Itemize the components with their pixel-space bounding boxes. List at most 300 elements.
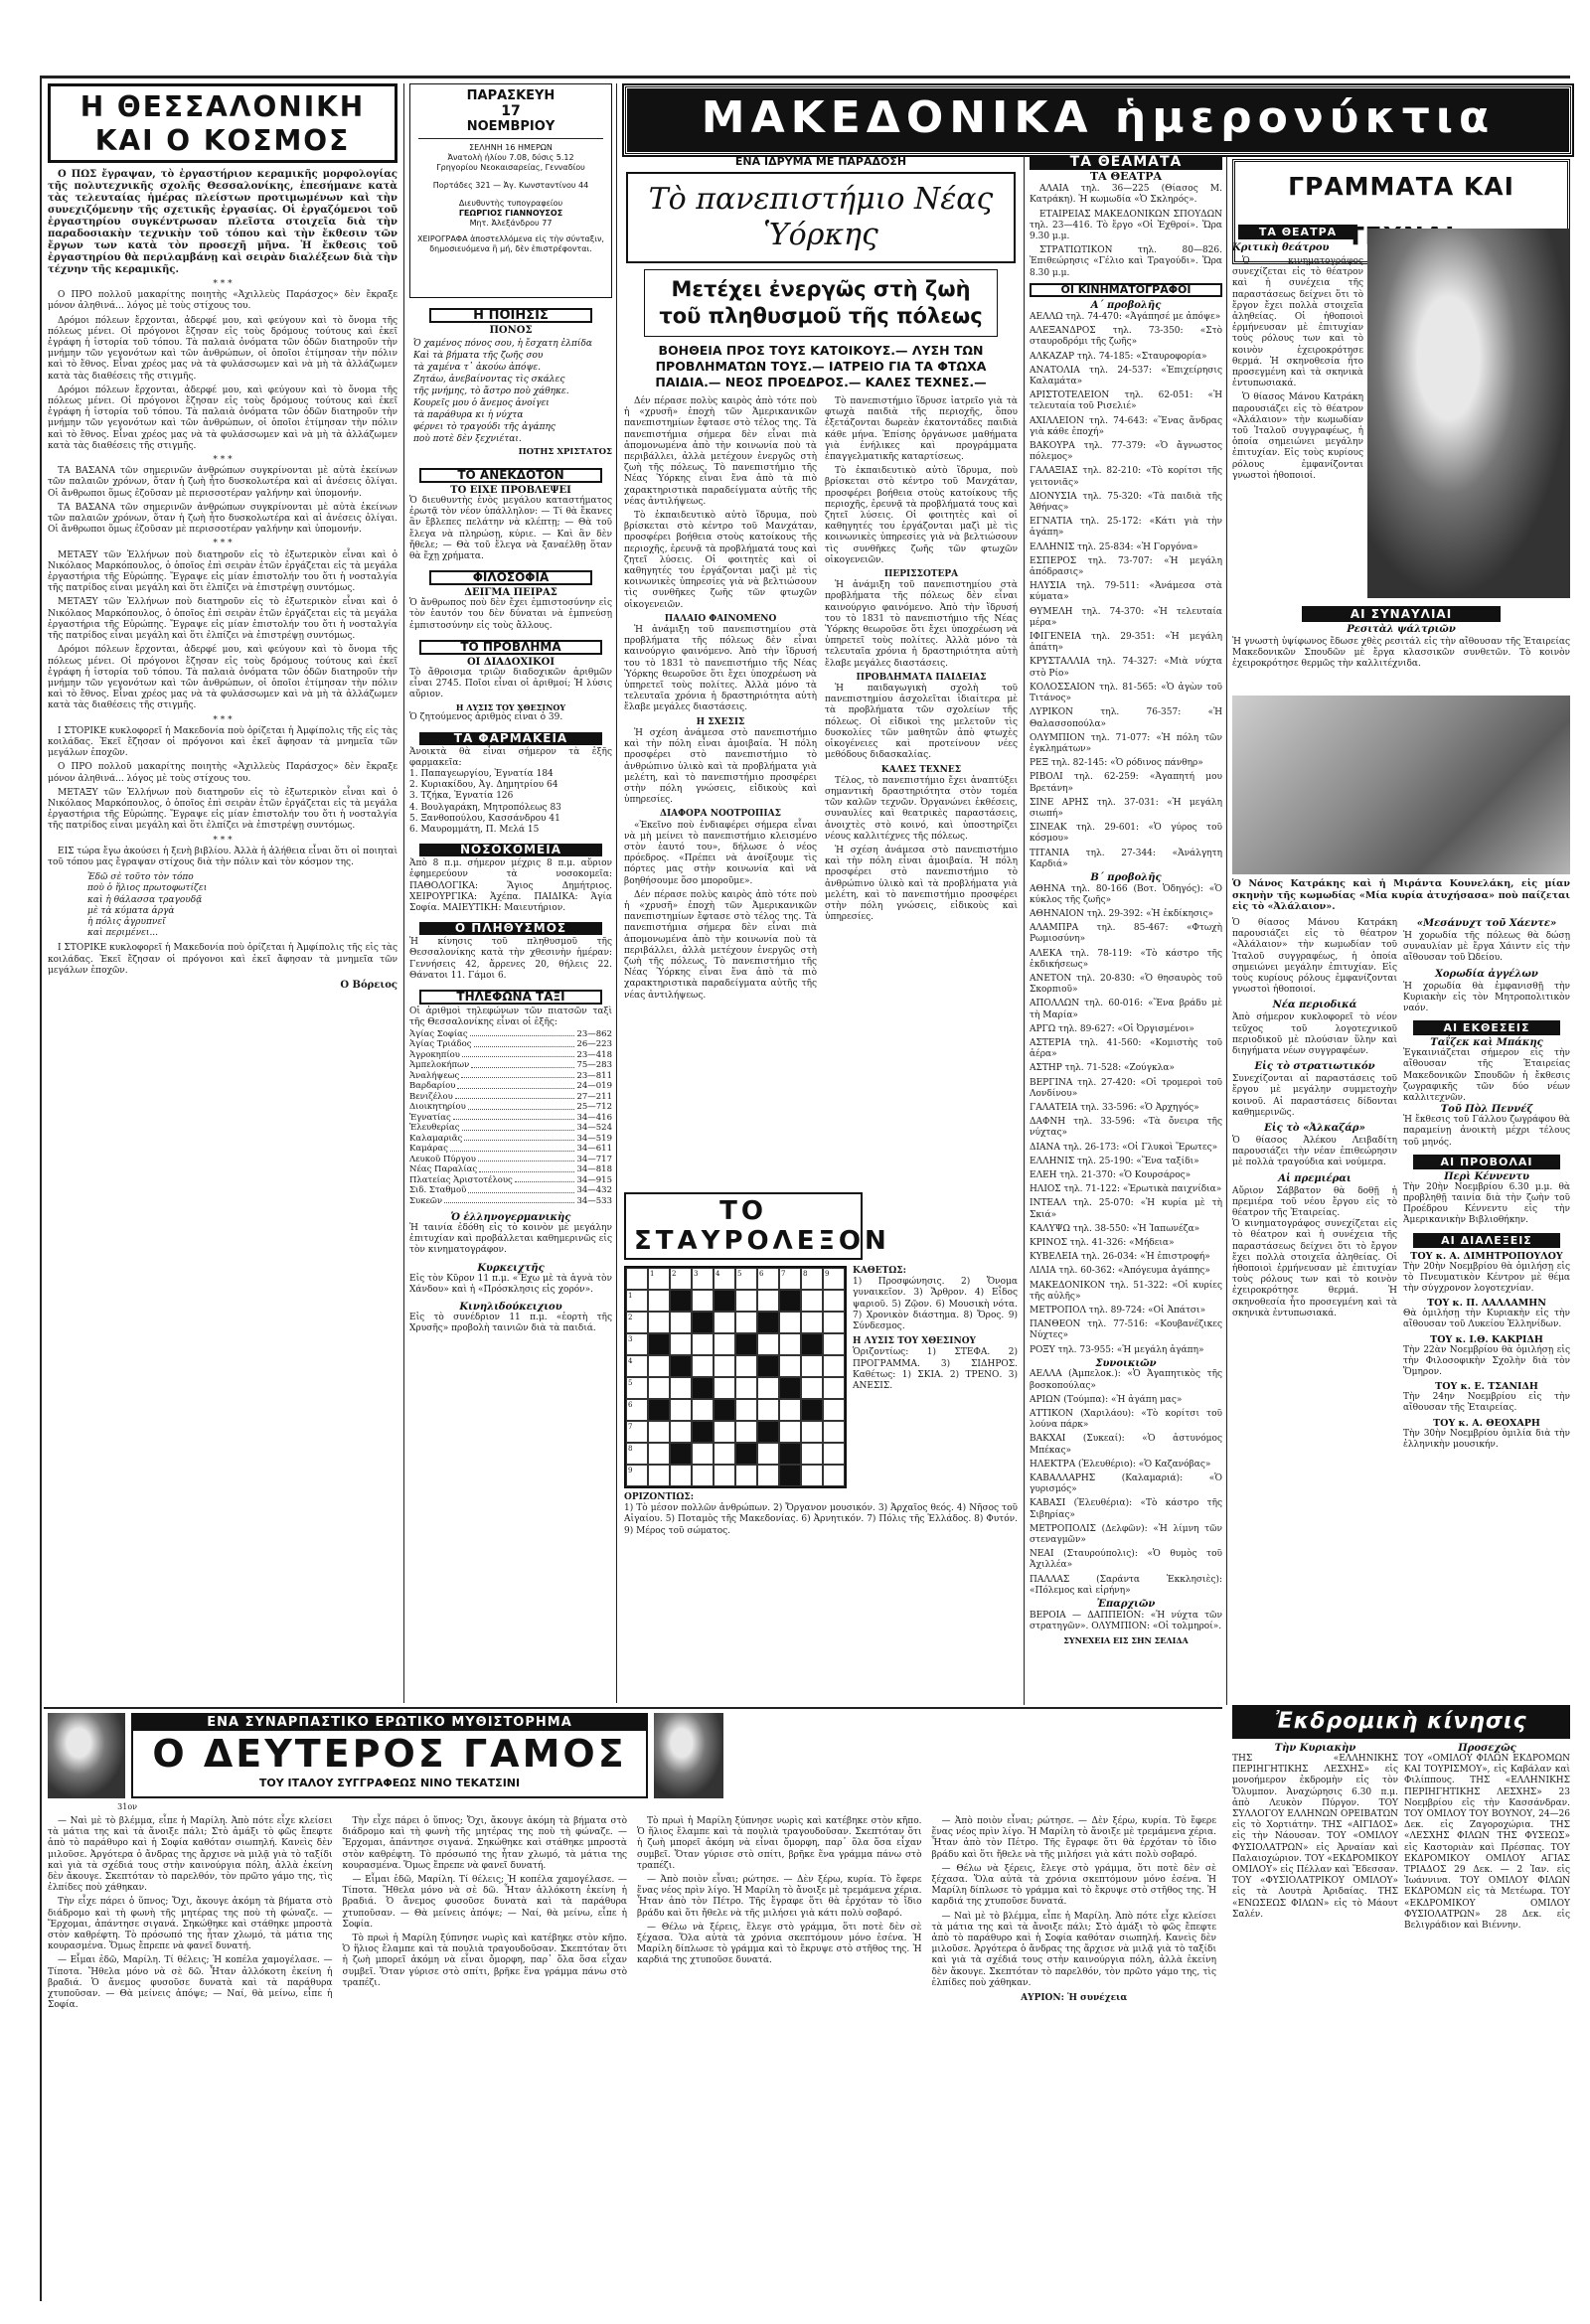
critic-paragraph-2: Ὁ θίασος Μάνου Κατράκη παρουσιάζει εἰς τὸ θέατρον «Ἀλάλαιον» τὴν κωμωδίαν τοῦ Ἰταλοῦ συγγραφέως, ἡ ὁποία σημειώνει μεγάλην ἐπιτυχίαν. Εἰς τοὺς κυρίους ρόλους ἐμφανίζονται γνωστοὶ ἠθοποιοί. — [1232, 392, 1363, 481]
leader-dots — [470, 1029, 575, 1037]
military-text: Συνεχίζονται αἱ παραστάσεις τοῦ ἔργου μὲ μεγάλην συμμετοχὴν κοινοῦ. Αἱ παραστάσεις δίδονται καθημερινῶς. — [1232, 1074, 1397, 1118]
body-2: Τὸ ἐκπαιδευτικὸ αὐτὸ ἵδρυμα, ποὺ βρίσκεται στὸ κέντρο τοῦ Μανχάταν, προσφέρει βοήθεια στοὺς κατοίκους τῆς περιοχῆς, ἐρευνᾷ τὰ προβλήματά τους καὶ ζητεῖ λύσεις. Οἱ φοιτητὲς καὶ οἱ καθηγητές του ἐργάζονται μαζὶ μὲ τὶς κοινωνικὲς ὑπηρεσίες γιὰ νὰ βελτιώσουν τὶς συνθῆκες ζωῆς τῶν φτωχῶν οἰκογενειῶν. — [624, 511, 817, 610]
article-col-1 — [624, 396, 817, 1005]
crossword-black-cell — [757, 1355, 779, 1377]
crossword-cell: 8 — [801, 1268, 823, 1290]
taxi-row — [409, 1196, 612, 1207]
taxi-tel: 34—533 — [576, 1195, 612, 1206]
philosophy-head: ΦΙΛΟΣΟΦΙΑ — [429, 570, 592, 585]
taxi-tel: 34—915 — [576, 1174, 612, 1185]
crossword-cell — [648, 1421, 670, 1443]
founded-line: ΕΝΑ ΙΔΡΥΜΑ ΜΕ ΠΑΡΑΔΟΣΗ — [734, 155, 907, 168]
crossword-cell — [670, 1312, 692, 1333]
theatre-item: ΕΤΑΙΡΕΙΑΣ ΜΑΚΕΔΟΝΙΚΩΝ ΣΠΟΥΔΩΝ τηλ. 23—416. Τὸ ἔργο «Οἱ Ἐχθροί». Ὥρα 9.30 μ.μ. — [1030, 209, 1222, 241]
theatres-subhead: ΤΑ ΘΕΑΤΡΑ — [1089, 169, 1163, 183]
separator-stars-5: * * * — [213, 835, 233, 846]
leader-dots — [453, 1113, 575, 1121]
lecture-text: Τὴν 20ὴν Νοεμβρίου θὰ ὁμιλήσῃ εἰς τὸ Πνευματικὸν Κέντρον μὲ θέμα τὴν σύγχρονον λογοτεχνίαν. — [1403, 1261, 1570, 1295]
problem-title: ΟΙ ΔΙΑΔΟΧΙΚΟΙ — [466, 656, 556, 668]
crossword-cell — [648, 1377, 670, 1399]
body-2b: Τὸ ἐκπαιδευτικὸ αὐτὸ ἵδρυμα, ποὺ βρίσκεται στὸ κέντρο τοῦ Μανχάταν, προσφέρει βοήθεια στοὺς κατοίκους τῆς περιοχῆς, ἐρευνᾷ τὰ προβλήματά τους καὶ ζητεῖ λύσεις. Οἱ φοιτητὲς καὶ οἱ καθηγητές του ἐργάζονται μαζὶ μὲ τὶς κοινωνικὲς ὑπηρεσίες γιὰ νὰ βελτιώσουν τὶς συνθῆκες ζωῆς τῶν φτωχῶν οἰκογενειῶν. — [825, 466, 1018, 565]
leader-dots — [468, 1102, 575, 1110]
crossword-cell — [823, 1333, 845, 1355]
crossword-cell — [692, 1443, 714, 1465]
crossword-cell: 1 — [626, 1290, 648, 1312]
theatre-scene-photo — [1232, 696, 1570, 874]
serial-col: — Ἀπὸ ποιὸν εἶναι; ρώτησε. — Δὲν ξέρω, κυρία. Τὸ ἔφερε ἕνας νέος πρὶν λίγο. Ἡ Μαρίλη τὸ ἄνοιξε μὲ τρεμάμενα χέρια. Ἦταν ἀπὸ τὸν Πέτρο. Τῆς ἔγραφε ὅτι θὰ ἐρχόταν τὸ ἴδιο βράδυ καὶ ὅτι ἤθελε νὰ τῆς μιλήσει γιὰ κάτι πολὺ σοβαρό. — [637, 1875, 922, 1919]
crossword-black-cell — [714, 1399, 735, 1421]
crossword-cell — [801, 1290, 823, 1312]
crossword-cell — [692, 1399, 714, 1421]
province-text: ΒΕΡΟΙΑ — ΔΑΠΠΕΙΟΝ: «Ἡ νύχτα τῶν στρατηγῶν». ΟΛΥΜΠΙΟΝ: «Οἱ τολμηροί». — [1030, 1610, 1222, 1631]
crossword-cell — [801, 1421, 823, 1443]
cinema-item: ΑΛΕΞΑΝΔΡΟΣ τηλ. 73-350: «Στὸ σταυροδρόμι τῆς ζωῆς» — [1030, 326, 1222, 348]
crossword-cell — [735, 1377, 757, 1399]
crossword-cell — [823, 1377, 845, 1399]
taxi-tel: 24—019 — [576, 1081, 612, 1091]
cinema-item: ΛΙΛΙΑ τηλ. 60-362: «Ἀπόγευμα ἀγάπης» — [1030, 1266, 1210, 1277]
paragraph-metaxy: ΜΕΤΑΞΥ τῶν Ἑλλήνων ποὺ διατηροῦν εἰς τὸ ἐξωτερικὸν εἶναι καὶ ὁ Νικόλαος Μαρκόπουλος, ὁ ὁποῖος ἐπὶ σειρὰν ἐτῶν ἐργάζεται εἰς τὰ μεγάλα ἐργαστήρια τῆς Εὐρώπης. Ἔγραψε εἰς μίαν ἐπιστολήν του ὅτι ἡ νοσταλγία τῆς πατρίδος εἶναι μεγάλη καὶ ὅτι ἐλπίζει νὰ ἐπιστρέψῃ συντόμως. — [48, 549, 398, 594]
cinema-item: ΑΛΕΚΑ τηλ. 78-119: «Τὸ κάστρο τῆς ἐκδικήσεως» — [1030, 948, 1222, 970]
cinemas-head: ΟΙ ΚΙΝΗΜΑΤΟΓΡΑΦΟΙ — [1030, 283, 1222, 298]
editor-label: Διευθυντὴς τυπογραφείου — [458, 199, 563, 208]
paragraph-eis: ΕΙΣ τώρα ἔγω ἀκούσει ἡ ξενὴ βιβλίου. Ἀλλὰ ἡ ἀλήθεια εἶναι ὅτι οἱ ποιηταὶ τοῦ τόπου μας ἔγραψαν στίχους διὰ τὴν πόλιν καὶ τὸν κόσμον της. — [48, 846, 398, 867]
crossword-black-cell — [670, 1443, 692, 1465]
premieres-text: Αὔριον Σάββατον θὰ δοθῇ ἡ πρεμιέρα τοῦ νέου ἔργου εἰς τὸ θέατρον τῆς Ἐταιρείας. — [1232, 1185, 1397, 1219]
across-clues: 1) Τὸ μέσον πολλῶν ἀνθρώπων. 2) Ὄργανον μουσικόν. 3) Ἀρχαῖος θεός. 4) Νῆσος τοῦ Αἰγαίου. 5) Ποταμὸς τῆς Μακεδονίας. 6) Ἀρνητικόν. 7) Πόλις τῆς Ἑλλάδος. 8) Φυτόν. 9) Μέρος τοῦ σώματος. — [624, 1503, 1018, 1536]
taxi-tel: 34—818 — [576, 1164, 612, 1174]
body-1: Δέν πέρασε πολὺς καιρὸς ἀπὸ τότε ποὺ ἡ «χρυσῆ» ἐποχὴ τῶν Ἀμερικανικῶν πανεπιστημίων ἔφτασε στὸ τέλος της. Τὰ πανεπιστήμια σήμερα δὲν εἶναι πιὰ ἀπομονωμένα ἀπὸ τὴν κοινωνία ποὺ τὰ περιβάλλει, ἀλλὰ μετέχουν ἐνεργῶς στὴ ζωὴ τῆς πόλεως. Τὸ πανεπιστήμιο τῆς Νέας Ὑόρκης εἶναι ἕνα ἀπὸ τὰ πιὸ χαρακτηριστικὰ παραδείγματα αὐτῆς τῆς νέας ἀντιλήψεως. — [624, 396, 817, 507]
crossword-black-cell — [735, 1443, 757, 1465]
cinema-item: ΔΑΦΝΗ τηλ. 33-596: «Τὰ ὄνειρα τῆς νύχτας» — [1030, 1117, 1222, 1139]
cinema-item: ΑΠΟΛΛΩΝ τηλ. 60-016: «Ἕνα βράδυ μὲ τὴ Μαρία» — [1030, 999, 1222, 1020]
center-article — [624, 155, 1018, 1188]
crossword-cell — [692, 1333, 714, 1355]
cinema-item: ΒΑΚΧΑΙ (Συκεαί): «Ὁ ἀστυνόμος Μπέκας» — [1030, 1434, 1222, 1456]
films-title: Περὶ Κέννεντυ — [1444, 1170, 1529, 1182]
crossword-cell — [779, 1355, 801, 1377]
body-7: Ἡ παιδαγωγικὴ σχολὴ τοῦ πανεπιστημίου ἀσχολεῖται ἰδιαίτερα μὲ τὰ προβλήματα τῶν σχολείων τῆς πόλεως. Οἱ εἰδικοὶ της μελετοῦν τὶς δυσκολίες τῶν μαθητῶν ἀπὸ φτωχὲς οἰκογένειες καὶ προτείνουν νέες μεθόδους διδασκαλίας. — [825, 684, 1018, 761]
taxi-row — [409, 1071, 612, 1082]
taxi-place: Βαρδαρίου — [409, 1081, 456, 1091]
crossword-cell: 9 — [823, 1268, 845, 1290]
body-3b: Ἡ ἀνάμιξη τοῦ πανεπιστημίου στὰ προβλήματα τῆς πόλεως δὲν εἶναι καινούργιο φαινόμενο. Ἀπὸ τὴν ἵδρυσή του τὸ 1831 τὸ πανεπιστήμιο τῆς Νέας Ὑόρκης θεωροῦσε ὅτι ἔχει ὑποχρέωση νὰ ὑπηρετεῖ τοὺς πολίτες. Ἀλλὰ μόνο τὰ τελευταῖα χρόνια ἡ δραστηριότητα αὐτὴ ἔλαβε μεγάλες διαστάσεις. — [825, 580, 1018, 669]
problem-text: Τὸ ἄθροισμα τριῶν διαδοχικῶν ἀριθμῶν εἶναι 2745. Ποῖοι εἶναι οἱ ἀριθμοί; Ἡ λύσις αὔριον. — [409, 667, 612, 700]
critic-title: Κριτικὴ θεάτρου — [1232, 242, 1330, 253]
cinema-item: ΔΙΑΝΑ τηλ. 26-173: «Οἱ Γλυκοὶ Ἔρωτες» — [1030, 1142, 1218, 1153]
taxi-intro: Οἱ ἀριθμοὶ τηλεφώνων τῶν πιατσῶν ταξὶ τῆς Θεσσαλονίκης εἶναι οἱ ἑξῆς: — [409, 1007, 612, 1028]
serial-col: — Θέλω νὰ ξέρεις, ἔλεγε στὸ γράμμα, ὅτι ποτὲ δὲν σὲ ξέχασα. Ὅλα αὐτὰ τὰ χρόνια σκεπτόμουν μόνο ἐσένα. Ἡ Μαρίλη δίπλωσε τὸ γράμμα καὶ τὸ ἔκρυψε στὸ στῆθος της. Ἡ καρδιά της χτυποῦσε δυνατά. — [931, 1863, 1216, 1908]
body-8: Τέλος, τὸ πανεπιστήμιο ἔχει ἀναπτύξει σημαντικὴ δραστηριότητα στὸν τομέα τῶν καλῶν τεχνῶν. Ὀργανώνει ἐκθέσεις, συναυλίες καὶ θεατρικὲς παραστάσεις, ἀνοιχτὲς στὸ κοινό, καὶ ὑποστηρίζει νέους καλλιτέχνες τῆς πόλεως. — [825, 775, 1018, 842]
h-education: ΠΡΟΒΛΗΜΑΤΑ ΠΑΙΔΕΙΑΣ — [856, 672, 987, 683]
cinema-item: ΚΡΥΣΤΑΛΛΙΑ τηλ. 74-327: «Μιὰ νύχτα στὸ Ρίο» — [1030, 657, 1222, 679]
leader-dots — [461, 1071, 574, 1079]
leader-dots — [455, 1092, 575, 1100]
cinema-item: ΑΘΗΝΑ τηλ. 80-166 (Βοτ. Ὁδηγός): «Ὁ κύκλος τῆς ζωῆς» — [1030, 883, 1222, 905]
poet-name: ΠΟΤΗΣ ΧΡΙΣΤΑΤΟΣ — [518, 447, 612, 457]
music-text: Ἡ χορωδία τῆς πόλεως θὰ δώσῃ συναυλίαν μὲ ἔργα Χάιντν εἰς τὴν αἴθουσαν τοῦ Ὠδείου. — [1403, 931, 1570, 964]
taxi-tel: 27—211 — [576, 1091, 612, 1102]
leader-dots — [478, 1155, 575, 1162]
cinema-item: ΣΙΝΕ ΑΡΗΣ τηλ. 37-031: «Ἡ μεγάλη σιωπή» — [1030, 797, 1222, 819]
crossword-cell — [714, 1443, 735, 1465]
paragraph-vasana: ΤΑ ΒΑΣΑΝΑ τῶν σημερινῶν ἀνθρώπων συγκρίνονται μὲ αὐτὰ ἐκείνων τῶν παλαιῶν χρόνων, ὅταν ἡ ζωὴ ἦτο δυσκολωτέρα καὶ αἱ ἀνέσεις ὀλίγαι. Οἱ ἄνθρωποι ὅμως ἐζοῦσαν μὲ περισσοτέραν γαλήνην καὶ ὑπομονήν. — [48, 466, 398, 499]
cinema-item: ΙΝΤΕΑΛ τηλ. 25-070: «Ἡ κυρία μὲ τὴ Σκιά» — [1030, 1198, 1222, 1220]
lectures-head: ΑΙ ΔΙΑΛΕΞΕΙΣ — [1413, 1233, 1560, 1248]
crossword-black-cell — [648, 1399, 670, 1421]
solution-title: Η ΛΥΣΙΣ ΤΟΥ ΧΘΕΣΙΝΟΥ — [455, 702, 566, 713]
kids-note-head: Κινηλιδούκειχιου — [459, 1302, 562, 1314]
crossword-cell — [735, 1421, 757, 1443]
arts-body-2: Ὁ κινηματογράφος συνεχίζεται εἰς τὸ θέατρον καὶ ἡ συνέχεια τῆς παραστάσεως δείχνει ὅτι τὸ ἔργον ἔχει πολλὰ στοιχεῖα ἀληθείας. Οἱ ἠθοποιοὶ ἑρμήνευσαν μὲ ἐπιτυχίαν τοὺς ρόλους των καὶ τὸ κοινὸν ἐχειροκρότησε θερμά. Ἡ σκηνοθεσία ἦτο προσεγμένη καὶ τὰ σκηνικὰ ἐντυπωσιακά. — [1232, 1219, 1397, 1318]
cinema-item: ΑΧΙΛΛΕΙΟΝ τηλ. 74-643: «Ἕνας ἄνδρας γιὰ κάθε ἐποχή» — [1030, 415, 1222, 437]
left-border — [40, 76, 42, 2301]
concert-head: ΑΙ ΣΥΝΑΥΛΙΑΙ — [1302, 606, 1501, 622]
taxi-row — [409, 1039, 612, 1050]
cinema-item: ΜΑΚΕΔΟΝΙΚΟΝ τηλ. 51-322: «Οἱ κυρίες τῆς αὐλῆς» — [1030, 1280, 1222, 1302]
headline: Τὸ πανεπιστήμιο Νέας Ὑόρκης — [626, 172, 1016, 263]
crossword-cell — [757, 1399, 779, 1421]
paragraph-metaxy-3: Δρόμοι πόλεων ἔρχονται, ἀδερφέ μου, καὶ φεύγουν καὶ τὸ ὄνομα τῆς πόλεως μένει. Οἱ πρόγονοι ἔζησαν εἰς τοὺς δρόμους τούτους καὶ ἐκεῖ ἐγράφη ἡ ἱστορία τοῦ τόπου. Τὰ παλαιὰ ὀνόματα τῶν ὁδῶν διατηροῦν τὴν μνήμην τῶν γεγονότων καὶ τῶν ἀνθρώπων, οἱ ὁποῖοι ἐτίμησαν τὴν πόλιν καὶ τὸ ἔθνος. Εἶναι χρέος μας νὰ τὰ φυλάσσωμεν καὶ νὰ μὴ τὰ ἀλλάζωμεν κατὰ τὰς διαθέσεις τῆς στιγμῆς. — [48, 645, 398, 711]
paragraph-istorike: Ι ΣΤΟΡΙΚΕ κυκλοφορεῖ ἡ Μακεδονία ποὺ ὁρίζεται ἡ Ἀμφίπολις τῆς εἰς τὰς κοιλάδας. Ἐκεῖ ἔζησαν οἱ πρόγονοι καὶ ἐκεῖ ἄφησαν τὰ μνημεῖα τῶν μεγάλων ἐποχῶν. — [48, 725, 398, 759]
taxi-place: Λευκοῦ Πύργου — [409, 1154, 476, 1164]
theatre-list — [1030, 184, 1222, 279]
taxi-row — [409, 1185, 612, 1196]
taxi-row — [409, 1144, 612, 1155]
crossword-cell: 7 — [779, 1268, 801, 1290]
excursions-section — [1232, 1705, 1570, 2301]
crossword-cell: 9 — [626, 1465, 648, 1486]
paragraph-streets-repeat: Δρόμοι πόλεων ἔρχονται, ἀδερφέ μου, καὶ φεύγουν καὶ τὸ ὄνομα τῆς πόλεως μένει. Οἱ πρόγονοι ἔζησαν εἰς τοὺς δρόμους τούτους καὶ ἐκεῖ ἐγράφη ἡ ἱστορία τοῦ τόπου. Τὰ παλαιὰ ὀνόματα τῶν ὁδῶν διατηροῦν τὴν μνήμην τῶν γεγονότων καὶ τῶν ἀνθρώπων, οἱ ὁποῖοι ἐτίμησαν τὴν πόλιν καὶ τὸ ἔθνος. Εἶναι χρέος μας νὰ τὰ φυλάσσωμεν καὶ νὰ μὴ τὰ ἀλλάζωμεν κατὰ τὰς διαθέσεις τῆς στιγμῆς. — [48, 385, 398, 451]
paragraph-istorike-2: Ο ΠΡΟ πολλοῦ μακαρίτης ποιητὴς «Ἀχιλλεὺς Παράσχος» δὲν ἔκραξε μόνον ἀληθινά... λόγος μὲ τοὺς στίχους του. — [48, 762, 398, 784]
lecture-text: Τὴν 30ὴν Νοεμβρίου ὁμιλία διὰ τὴν ἑλληνικὴν μουσικήν. — [1403, 1428, 1570, 1450]
h-mentality: ΔΙΑΦΟΡΑ ΝΟΟΤΡΟΠΙΑΣ — [659, 809, 781, 820]
month: ΝΟΕΜΒΡΙΟΥ — [466, 119, 556, 134]
anecdote-head: ΤΟ ΑΝΕΚΔΟΤΟΝ — [419, 468, 602, 483]
concert-text: Ἡ γνωστὴ ὑψίφωνος ἔδωσε χθὲς ρεσιτάλ εἰς τὴν αἴθουσαν τῆς Ἑταιρείας Μακεδονικῶν Σπουδῶν μὲ ἔργα κλασσικῶν συνθετῶν. Τὸ κοινὸν ἐχειροκρότησε θερμῶς τὴν καλλιτέχνιδα. — [1232, 637, 1570, 670]
crossword-cell — [648, 1355, 670, 1377]
films-text: Τὴν 20ὴν Νοεμβρίου 6.30 μ.μ. θὰ προβληθῇ ταινία διὰ τὴν ζωὴν τοῦ Προέδρου Κέννεντυ εἰς τὴν Ἀμερικανικὴν Βιβλιοθήκην. — [1403, 1181, 1570, 1226]
crossword-cell — [801, 1443, 823, 1465]
taxi-place: Νέας Παραλίας — [409, 1164, 478, 1174]
crossword-cell: 4 — [714, 1268, 735, 1290]
cinema-item: ΕΛΛΗΝΙΣ τηλ. 25-834: «Ἡ Γοργόνα» — [1030, 542, 1198, 552]
suburbs-head: Συνοικιῶν — [1095, 1357, 1157, 1369]
cinema-item: ΡΟΞΥ τηλ. 73-955: «Ἡ μεγάλη ἀγάπη» — [1030, 1344, 1204, 1355]
crossword-cell — [823, 1421, 845, 1443]
arts-theatre-head: ΤΑ ΘΕΑΤΡΑ — [1238, 225, 1357, 239]
address: Πορτάδες 321 — Ἁγ. Κωνσταντίνου 44 — [432, 181, 589, 190]
arts-col-a — [1232, 918, 1397, 1703]
crossword-cell — [670, 1465, 692, 1486]
separator-stars-4: * * * — [213, 714, 233, 725]
serial-title: Ο ΔΕΥΤΕΡΟΣ ΓΑΜΟΣ — [152, 1732, 627, 1776]
serial-col: — Εἶμαι ἐδῶ, Μαρίλη. Τί θέλεις; Ἡ κοπέλα χαμογέλασε. — Τίποτα. Ἤθελα μόνο νὰ σὲ δῶ. Ἦταν ἀλλόκοτη ἐκείνη ἡ βραδιά. Ὁ ἄνεμος φυσοῦσε δυνατὰ καὶ τὰ παράθυρα χτυποῦσαν. — Θὰ μείνεις ἀπόψε; — Ναί, θὰ μείνω, εἶπε ἡ Σοφία. — [342, 1875, 627, 1930]
military-head: Εἰς τὸ στρατιωτικόν — [1254, 1061, 1375, 1073]
cinema-item: ΚΥΒΕΛΕΙΑ τηλ. 26-034: «Ἡ ἐπιστροφή» — [1030, 1252, 1210, 1263]
body-5: «Ἐκεῖνο ποὺ ἐνδιαφέρει σήμερα εἶναι νὰ μὴ μείνει τὸ πανεπιστήμιο κλεισμένο στὸν ἑαυτό του», δήλωσε ὁ νέος πρόεδρος. «Πρέπει νὰ ἀνοίξουμε τὶς πόρτες μας στὴν κοινωνία καὶ νὰ βοηθήσουμε ὅσο μποροῦμε». — [624, 820, 817, 886]
cinema-item: ΝΕΑΙ (Σταυρούπολις): «Ὁ θυμὸς τοῦ Ἀχιλλέα» — [1030, 1549, 1222, 1571]
h-more: ΠΕΡΙΣΣΟΤΕΡΑ — [883, 569, 959, 580]
taxi-place: Συκεῶν — [409, 1195, 442, 1206]
paragraph-parasxos: Ο ΠΡΟ πολλοῦ μακαρίτης ποιητὴς «Ἀχιλλεὺς Παράσχος» δὲν ἔκραξε μόνον ἀληθινά... λόγος μὲ τοὺς στίχους του. — [48, 290, 398, 312]
crossword-black-cell — [670, 1290, 692, 1312]
theatre-item: ΑΛΑΙΑ τηλ. 36—225 (Θίασος Μ. Κατράκη). Ἡ κωμωδία «Ὁ Σκληρός». — [1030, 184, 1222, 206]
cinema-item: ΙΦΙΓΕΝΕΙΑ τηλ. 29-351: «Ἡ μεγάλη ἀπάτη» — [1030, 632, 1222, 654]
serial-col: Τὸ πρωὶ ἡ Μαρίλη ξύπνησε νωρὶς καὶ κατέβηκε στὸν κῆπο. Ὁ ἥλιος ἔλαμπε καὶ τὰ πουλιὰ τραγουδοῦσαν. Σκεπτόταν ὅτι ἡ ζωὴ μπορεῖ ἀκόμη νὰ εἶναι ὄμορφη, παρ᾽ ὅλα ὅσα εἶχαν συμβεῖ. Ὅταν γύρισε στὸ σπίτι, βρῆκε ἕνα γράμμα πάνω στὸ τραπέζι. — [637, 1816, 922, 1871]
problem-head: ΤΟ ΠΡΟΒΛΗΜΑ — [419, 640, 602, 655]
cinema-item: ΔΙΟΝΥΣΙΑ τηλ. 75-320: «Τὰ παιδιὰ τῆς Ἀθήνας» — [1030, 491, 1222, 514]
crossword-cell — [714, 1355, 735, 1377]
serial-tagline: ΕΝΑ ΣΥΝΑΡΠΑΣΤΙΚΟ ΕΡΩΤΙΚΟ ΜΥΘΙΣΤΟΡΗΜΑ — [133, 1715, 646, 1731]
crossword-black-cell — [692, 1377, 714, 1399]
serial-col: Τὸ πρωὶ ἡ Μαρίλη ξύπνησε νωρὶς καὶ κατέβηκε στὸν κῆπο. Ὁ ἥλιος ἔλαμπε καὶ τὰ πουλιὰ τραγουδοῦσαν. Σκεπτόταν ὅτι ἡ ζωὴ μπορεῖ ἀκόμη νὰ εἶναι ὄμορφη, παρ᾽ ὅλα ὅσα εἶχαν συμβεῖ. Ὅταν γύρισε στὸ σπίτι, βρῆκε ἕνα γράμμα πάνω στὸ τραπέζι. — [342, 1934, 627, 1988]
body-4b: Ἡ σχέση ἀνάμεσα στὸ πανεπιστήμιο καὶ τὴν πόλη εἶναι ἀμοιβαία. Ἡ πόλη προσφέρει στὸ πανεπιστήμιο τὸ ἀνθρώπινο ὑλικὸ καὶ τὰ προβλήματα γιὰ μελέτη, καὶ τὸ πανεπιστήμιο προσφέρει στὴν πόλη γνώσεις, εἰδικοὺς καὶ ὑπηρεσίες. — [825, 845, 1018, 923]
cinema-item: ΘΥΜΕΛΗ τηλ. 74-370: «Ἡ τελευταία μέρα» — [1030, 606, 1222, 628]
crossword-cell — [714, 1312, 735, 1333]
crossword-cell: 5 — [735, 1268, 757, 1290]
taxi-row — [409, 1102, 612, 1113]
editor: ΓΕΩΡΓΙΟΣ ΓΙΑΝΝΟΥΣΟΣ — [458, 209, 563, 218]
cinema-item: ΕΓΝΑΤΙΑ τηλ. 25-172: «Κάτι γιὰ τὴν ἀγάπη» — [1030, 517, 1222, 539]
serial-col: Τὴν εἶχε πάρει ὁ ὕπνος; Ὄχι, ἄκουγε ἀκόμη τὰ βήματα στὸ διάδρομο καὶ τὴ φωνὴ τῆς μητέρας της ποὺ τὴ φώναζε. — Ἔρχομαι, ἀπάντησε σιγανά. Σηκώθηκε καὶ στάθηκε μπροστὰ στὸν καθρέφτη. Τὸ πρόσωπό της ἦταν χλωμό, τὰ μάτια της κουρασμένα. Ὅμως ἔπρεπε νὰ φανεῖ δυνατή. — [342, 1816, 627, 1871]
alkazar-head: Εἰς τὸ «Ἀλκαζάρ» — [1264, 1123, 1365, 1135]
crossword-cell — [670, 1333, 692, 1355]
hospital-head: ΝΟΣΟΚΟΜΕΙΑ — [419, 844, 602, 856]
lecture-text: Θὰ ὁμιλήσῃ τὴν Κυριακὴν εἰς τὴν αἴθουσαν τοῦ Λυκείου Ἑλληνίδων. — [1403, 1309, 1570, 1330]
body-4: Ἡ σχέση ἀνάμεσα στὸ πανεπιστήμιο καὶ τὴν πόλη εἶναι ἀμοιβαία. Ἡ πόλη προσφέρει στὸ πανεπιστήμιο τὸ ἀνθρώπινο ὑλικὸ καὶ τὰ προβλήματα γιὰ μελέτη, καὶ τὸ πανεπιστήμιο προσφέρει στὴν πόλη γνώσεις, εἰδικοὺς καὶ ὑπηρεσίες. — [624, 727, 817, 806]
taxi-row — [409, 1113, 612, 1124]
body-6: Τὸ πανεπιστήμιο ἵδρυσε ἰατρεῖο γιὰ τὰ φτωχὰ παιδιὰ τῆς περιοχῆς, ὅπου ἐξετάζονται δωρεὰν ἑκατοντάδες παιδιὰ κάθε μήνα. Ἐπίσης ὀργάνωσε μαθήματα γιὰ ἐνήλικες καὶ προγράμματα ἐπαγγελματικῆς καταρτίσεως. — [825, 396, 1018, 463]
column-title-box — [48, 83, 398, 163]
photo-caption: Ὁ Νάνος Κατράκης καὶ ἡ Μιράντα Κουνελάκη, εἰς μίαν σκηνὴν τῆς κωμωδίας «Μία κυρία ἀτυχήσασα» ποὺ παίζεται εἰς τὸ «Ἀλάλαιον». — [1232, 878, 1570, 912]
cw-solution: Ὁριζοντίως: 1) ΣΤΕΦΑ. 2) ΠΡΟΓΡΑΜΜΑ. 3) ΣΙΔΗΡΟΣ. Καθέτως: 1) ΣΚΙΑ. 2) ΤΡΕΝΟ. 3) ΑΝΕΣΙΣ. — [853, 1347, 1018, 1392]
cinema-item: ΤΙΤΑΝΙΑ τηλ. 27-344: «Ἀνάλγητη Καρδιά» — [1030, 848, 1222, 869]
taxi-place: Ἀμπελοκήπων — [409, 1060, 470, 1070]
crossword-cell — [779, 1421, 801, 1443]
taxi-tel: 34—524 — [576, 1123, 612, 1133]
paragraph-metaxy-2: ΜΕΤΑΞΥ τῶν Ἑλλήνων ποὺ διατηροῦν εἰς τὸ ἐξωτερικὸν εἶναι καὶ ὁ Νικόλαος Μαρκόπουλος, ὁ ὁποῖος ἐπὶ σειρὰν ἐτῶν ἐργάζεται εἰς τὰ μεγάλα ἐργαστήρια τῆς Εὐρώπης. Ἔγραψε εἰς μίαν ἐπιστολήν του ὅτι ἡ νοσταλγία τῆς πατρίδος εἶναι μεγάλη καὶ ὅτι ἐλπίζει νὰ ἐπιστρέψῃ συντόμως. — [48, 597, 398, 642]
crossword-cell — [692, 1355, 714, 1377]
middle-left-column — [409, 306, 612, 1687]
cinema-item: ΚΑΒΑΛΛΑΡΗΣ (Καλαμαριά): «Ὁ γυρισμός» — [1030, 1473, 1222, 1495]
separator-stars-3: * * * — [213, 539, 233, 549]
taxi-place: Ἐλευθερίας — [409, 1123, 460, 1133]
cinema-item: ΑΣΤΗΡ τηλ. 71-528: «Ζούγκλα» — [1030, 1063, 1175, 1074]
cinema-item: ΜΕΤΡΟΠΟΛ τηλ. 89-724: «Οἱ Ἀπάτσι» — [1030, 1306, 1206, 1317]
taxi-place: Ἁγίας Τριάδος — [409, 1039, 472, 1049]
cinema-item: ΚΑΒΑΣΙ (Ἐλευθέρια): «Τὸ κάστρο τῆς Σιβηρίας» — [1030, 1498, 1222, 1520]
lecturer-name: ΤΟΥ κ. Ι.Θ. ΚΑΚΡΙΔΗ — [1430, 1333, 1543, 1345]
crossword-cell: 3 — [692, 1268, 714, 1290]
listings-continued: ΣΥΝΕΧΕΙΑ ΕΙΣ ΣΗΝ ΣΕΛΙΔΑ — [1063, 1635, 1189, 1646]
cinema-item: ΠΑΝΘΕΟΝ τηλ. 77-516: «Κουβανέζικες Νύχτες» — [1030, 1319, 1222, 1341]
cinema-item: ΣΙΝΕΑΚ τηλ. 29-601: «Ὁ γύρος τοῦ κόσμου» — [1030, 823, 1222, 845]
taxi-row — [409, 1092, 612, 1103]
subhead: Μετέχει ἐνεργῶς στὴ ζωὴ τοῦ πληθυσμοῦ τῆς πόλεως — [644, 269, 998, 337]
exhibits-head: ΑΙ ΕΚΘΕΣΕΙΣ — [1413, 1020, 1560, 1035]
separator-stars: * * * — [213, 279, 233, 289]
excursions-head: Ἐκδρομικὴ κίνησις — [1232, 1705, 1570, 1739]
crossword-cell: 3 — [626, 1333, 648, 1355]
date-box — [409, 83, 612, 298]
radio-text: Ἡ ταινία ἐδόθη εἰς τὸ κοινὸν μὲ μεγάλην ἐπιτυχίαν καὶ προβάλλεται καθημερινῶς εἰς τὸν κινηματογράφον. — [409, 1223, 612, 1256]
crossword-cell: 7 — [626, 1421, 648, 1443]
lecturer-name: ΤΟΥ κ. Π. ΛΑΛΛΑΜΗΝ — [1427, 1298, 1546, 1310]
crossword-cell: 2 — [626, 1312, 648, 1333]
crossword-section — [624, 1192, 1018, 1689]
poetry-head: Η ΠΟΙΗΣΙΣ — [429, 308, 592, 323]
taxi-tel: 75—283 — [576, 1060, 612, 1070]
leader-dots — [479, 1164, 574, 1172]
cinema-item: ΚΑΛΥΨΩ τηλ. 38-550: «Ἡ Ἰαπωνέζα» — [1030, 1223, 1200, 1234]
population-head: Ο ΠΛΗΘΥΣΜΟΣ — [419, 922, 602, 935]
cinema-item: ΒΑΚΟΥΡΑ τηλ. 77-379: «Ὁ ἄγνωστος πόλεμος» — [1030, 441, 1222, 463]
new-releases-head: Νέα περιοδικά — [1272, 1000, 1357, 1011]
excursions-sunday: Τὴν Κυριακὴν — [1274, 1743, 1356, 1754]
serial-episode: 31ον — [117, 1802, 137, 1811]
date-number: 17 — [501, 103, 521, 119]
crossword-cell — [670, 1377, 692, 1399]
serial-col: — Ναὶ μὲ τὸ βλέμμα, εἶπε ἡ Μαρίλη. Ἀπὸ πότε εἶχε κλείσει τὰ μάτια της καὶ τὰ ἄνοιξε πάλι; Στὸ ἀμάξι τὸ φῶς ἔπεφτε ἀπὸ τὸ παράθυρο καὶ ἡ Σοφία καθόταν σιωπηλή. Κανεὶς δὲν μιλοῦσε. Ἀργότερα ὁ ἄνδρας της ἄρχισε νὰ μιλᾷ γιὰ τὸ ταξίδι καὶ γιὰ τὰ σχέδιά τους στὴν καινούργια πόλη, ἀλλὰ ἐκείνη δὲν ἄκουγε. Σκεπτόταν τὸ παρελθόν, τὸν πρῶτο γάμο της, τὶς ἐλπίδες ποὺ χάθηκαν. — [931, 1911, 1216, 1988]
crossword-black-cell — [779, 1377, 801, 1399]
crossword-cell — [823, 1443, 845, 1465]
serial-title-box — [131, 1713, 648, 1798]
crossword-black-cell — [714, 1290, 735, 1312]
moon: ΣΕΛΗΝΗ 16 ΗΜΕΡΩΝ — [469, 143, 553, 152]
top-border — [40, 76, 1570, 78]
exhibits-title-2: Τοῦ Πὸλ Πεννέζ — [1440, 1104, 1533, 1116]
radio-head: Ὁ ἑλληνογερμανικὴς — [450, 1212, 571, 1223]
taxi-row — [409, 1060, 612, 1071]
paragraph-streets: Δρόμοι πόλεων ἔρχονται, ἀδερφέ μου, καὶ φεύγουν καὶ τὸ ὄνομα τῆς πόλεως μένει. Οἱ πρόγονοι ἔζησαν εἰς τοὺς δρόμους τούτους καὶ ἐκεῖ ἐγράφη ἡ ἱστορία τοῦ τόπου. Τὰ παλαιὰ ὀνόματα τῶν ὁδῶν διατηροῦν τὴν μνήμην τῶν γεγονότων καὶ τῶν ἀνθρώπων, οἱ ὁποῖοι ἐτίμησαν τὴν πόλιν καὶ τὸ ἔθνος. Εἶναι χρέος μας νὰ τὰ φυλάσσωμεν καὶ νὰ μὴ τὰ ἀλλάζωμεν κατὰ τὰς διαθέσεις τῆς στιγμῆς. — [48, 315, 398, 382]
crossword-black-cell — [757, 1312, 779, 1333]
taxi-row — [409, 1164, 612, 1175]
serial-col: — Θέλω νὰ ξέρεις, ἔλεγε στὸ γράμμα, ὅτι ποτὲ δὲν σὲ ξέχασα. Ὅλα αὐτὰ τὰ χρόνια σκεπτόμουν μόνο ἐσένα. Ἡ Μαρίλη δίπλωσε τὸ γράμμα καὶ τὸ ἔκρυψε στὸ στῆθος της. Ἡ καρδιά της χτυποῦσε δυνατά. — [637, 1922, 922, 1966]
pharmacy-item: 4. Βουλγαράκη, Μητροπόλεως 83 — [409, 802, 561, 813]
excursions-right: ΤΟΥ «ΟΜΙΛΟΥ ΦΙΛΩΝ ΕΚΔΡΟΜΩΝ ΚΑΙ ΤΟΥΡΙΣΜΟΥ», εἰς Καβάλαν καὶ Φιλίππους. ΤΗΣ «ΕΛΛΗΝΙΚΗΣ ΠΕΡΙΗΓΗΤΙΚΗΣ ΛΕΣΧΗΣ» 23 Νοεμβρίου εἰς τὴν Κασσάνδραν. ΤΟΥ ΟΜΙΛΟΥ ΤΟΥ ΒΟΥΝΟΥ, 24—26 Δεκ. εἰς Ζαγοροχώρια. ΤΗΣ «ΛΕΣΧΗΣ ΦΙΛΩΝ ΤΗΣ ΦΥΣΕΩΣ» εἰς Καστοριὰν καὶ Πρέσπας. ΤΟΥ ΕΚΔΡΟΜΙΚΟΥ ΟΜΙΛΟΥ ΑΓΙΑΣ ΤΡΙΑΔΟΣ 29 Δεκ. — 2 Ἰαν. εἰς Ἰωάννινα. ΤΟΥ ΟΜΙΛΟΥ ΦΙΛΩΝ ΕΚΔΡΟΜΩΝ εἰς τὰ Μετέωρα. ΤΟΥ «ΕΚΔΡΟΜΙΚΟΥ ΟΜΙΛΟΥ ΦΥΣΙΟΛΑΤΡΩΝ» 28 Δεκ. εἰς Βελιγράδιον καὶ Βιέννην. — [1404, 1754, 1570, 1932]
crossword-cell — [823, 1290, 845, 1312]
day: ΠΑΡΑΣΚΕΥΗ — [466, 88, 556, 103]
crossword-cell: 5 — [626, 1377, 648, 1399]
taxi-tel: 34—519 — [576, 1133, 612, 1144]
across-head: ΟΡΙΖΟΝΤΙΩΣ: — [624, 1492, 695, 1502]
exhibits-text-2: Ἡ ἔκθεσις τοῦ Γάλλου ζωγράφου θὰ παραμείνῃ ἀνοικτὴ μέχρι τέλους τοῦ μηνός. — [1403, 1115, 1570, 1148]
cinema-item: ΑΛΚΑΖΑΡ τηλ. 74-185: «Σταυροφορία» — [1030, 351, 1207, 362]
cinema-note-head: Κυρκειχτῆς — [477, 1262, 545, 1274]
cinema-item: ΡΕΞ τηλ. 82-145: «Ὁ ρόδινος πάνθηρ» — [1030, 758, 1203, 769]
taxi-row — [409, 1134, 612, 1145]
taxi-place: Ἀναλήψεως — [409, 1070, 460, 1081]
leader-dots — [515, 1175, 575, 1183]
cinema-item: ΚΡΙΝΟΣ τηλ. 41-326: «Μήδεια» — [1030, 1238, 1175, 1249]
crossword-cell: 1 — [648, 1268, 670, 1290]
arts-title: ΓΡΑΜΜΑΤΑ ΚΑΙ — [1232, 159, 1570, 264]
paper-title-banner: ΜΑΚΕΔΟΝΙΚΑ ἡμερονύκτια — [624, 85, 1572, 155]
taxi-place: Καμάρας — [409, 1144, 448, 1154]
lecturer-name: ΤΟΥ κ. Ε. ΤΣΑΝΙΔΗ — [1435, 1381, 1538, 1393]
crossword-cell — [714, 1333, 735, 1355]
taxi-list — [409, 1029, 612, 1207]
crossword-cell — [823, 1465, 845, 1486]
left-column-text — [48, 169, 398, 1704]
crossword-cell — [648, 1312, 670, 1333]
exhibits-text: Ἐγκαινιάζεται σήμερον εἰς τὴν αἴθουσαν τῆς Ἑταιρείας Μακεδονικῶν Σπουδῶν ἡ ἔκθεσις ζωγραφικῆς τῶν δύο νέων καλλιτεχνῶν. — [1403, 1048, 1570, 1104]
exhibits-title: Ταΐζεκ καὶ Μπάκης — [1430, 1037, 1543, 1049]
taxi-tel: 23—811 — [576, 1070, 612, 1081]
crossword-cell — [626, 1268, 648, 1290]
pharmacy-head: ΤΑ ΦΑΡΜΑΚΕΙΑ — [419, 732, 602, 745]
crossword-cell — [735, 1355, 757, 1377]
serial-col: — Ἀπὸ ποιὸν εἶναι; ρώτησε. — Δὲν ξέρω, κυρία. Τὸ ἔφερε ἕνας νέος πρὶν λίγο. Ἡ Μαρίλη τὸ ἄνοιξε μὲ τρεμάμενα χέρια. Ἦταν ἀπὸ τὸν Πέτρο. Τῆς ἔγραφε ὅτι θὰ ἐρχόταν τὸ ἴδιο βράδυ καὶ ὅτι ἤθελε νὰ τῆς μιλήσει γιὰ κάτι πολὺ σοβαρό. — [931, 1816, 1216, 1860]
leader-dots — [464, 1134, 574, 1142]
editor-address: Μητ. Ἀλεξάνδρου 77 — [469, 219, 553, 228]
crossword-cell — [757, 1377, 779, 1399]
body-3: Ἡ ἀνάμιξη τοῦ πανεπιστημίου στὰ προβλήματα τῆς πόλεως δὲν εἶναι καινούργιο φαινόμενο. Ἀπὸ τὴν ἵδρυσή του τὸ 1831 τὸ πανεπιστήμιο τῆς Νέας Ὑόρκης θεωροῦσε ὅτι ἔχει ὑποχρέωση νὰ ὑπηρετεῖ τοὺς πολίτες. Ἀλλὰ μόνο τὰ τελευταῖα χρόνια ἡ δραστηριότητα αὐτὴ ἔλαβε μεγάλες διαστάσεις. — [624, 625, 817, 713]
lecture-list — [1403, 1251, 1570, 1451]
population-text: Ἡ κίνησις τοῦ πληθυσμοῦ τῆς Θεσσαλονίκης κατὰ τὴν χθεσινὴν ἡμέραν: Γεννήσεις 42, ἄρρενες 20, θήλεις 22. Θάνατοι 11. Γάμοι 6. — [409, 937, 612, 981]
crossword-black-cell — [779, 1290, 801, 1312]
listings-head: ΤΑ ΘΕΑΜΑΤΑ — [1030, 155, 1222, 170]
theatre-photo-right — [1367, 229, 1570, 598]
taxi-row — [409, 1175, 612, 1186]
cinema-item: ΒΕΡΓΙΝΑ τηλ. 27-420: «Οἱ τρομεροὶ τοῦ Λονδίνου» — [1030, 1077, 1222, 1099]
crossword-cell — [714, 1421, 735, 1443]
crossword-black-cell — [801, 1333, 823, 1355]
cinema-item: ΕΛΕΗ τηλ. 21-370: «Ὁ Κουρσάρος» — [1030, 1170, 1192, 1180]
pharmacy-item: 3. Τζήκα, Ἐγνατία 126 — [409, 791, 514, 802]
cinema-item: ΗΛΕΚΤΡΑ (Ἐλευθέριο): «Ὁ Καζανόβας» — [1030, 1459, 1211, 1470]
crossword-cell: 6 — [626, 1399, 648, 1421]
excursions-upcoming: Προσεχῶς — [1458, 1743, 1516, 1754]
crossword-title: ΤΟ ΣΤΑΥΡΟΛΕΞΟΝ — [624, 1192, 863, 1260]
arts-body: Ὁ θίασος Μάνου Κατράκη παρουσιάζει εἰς τὸ θέατρον «Ἀλάλαιον» τὴν κωμωδίαν τοῦ Ἰταλοῦ συγγραφέως, ἡ ὁποία σημειώνει μεγάλην ἐπιτυχίαν. Εἰς τοὺς κυρίους ρόλους ἐμφανίζονται γνωστοὶ ἠθοποιοί. — [1232, 918, 1397, 996]
taxi-row — [409, 1123, 612, 1134]
crossword-cell — [670, 1399, 692, 1421]
cinema-item: ΑΣΤΕΡΙΑ τηλ. 41-560: «Κομιστὴς τοῦ ἀέρα» — [1030, 1037, 1222, 1060]
column-title: Η ΘΕΣΣΑΛΟΝΙΚΗ ΚΑΙ Ο ΚΟΣΜΟΣ — [80, 90, 366, 157]
pharmacy-intro: Ἀνοικτὰ θὰ εἶναι σήμερον τὰ ἑξῆς φαρμακεῖα: — [409, 746, 612, 768]
cinema-item: ΚΟΛΟΣΣΑΙΟΝ τηλ. 81-565: «Ὁ ἀγὼν τοῦ Τιτάνος» — [1030, 682, 1222, 704]
arts-title-box — [1232, 153, 1570, 219]
cinema-item: ΡΙΒΟΛΙ τηλ. 62-259: «Ἀγαπητή μου Βρετάνη» — [1030, 772, 1222, 794]
critic-paragraph: Ὁ κινηματογράφος συνεχίζεται εἰς τὸ θέατρον καὶ ἡ συνέχεια τῆς παραστάσεως δείχνει ὅτι τὸ ἔργον ἔχει πολλὰ στοιχεῖα ἀληθείας. Οἱ ἠθοποιοὶ ἑρμήνευσαν μὲ ἐπιτυχίαν τοὺς ρόλους των καὶ τὸ κοινὸν ἐχειροκρότησε θερμά. Ἡ σκηνοθεσία ἦτο προσεγμένη καὶ τὰ σκηνικὰ ἐντυπωσιακά. — [1232, 256, 1363, 389]
crossword-black-cell — [757, 1421, 779, 1443]
crossword-cell — [714, 1465, 735, 1486]
cinema-item: ΛΥΡΙΚΟΝ τηλ. 76-357: «Ἡ Θαλασσοπούλα» — [1030, 707, 1222, 729]
taxi-tel: 34—611 — [576, 1144, 612, 1154]
cinema-item: ΕΛΛΗΝΙΣ τηλ. 25-190: «Ἕνα ταξίδι» — [1030, 1156, 1199, 1166]
serial-col: Τὴν εἶχε πάρει ὁ ὕπνος; Ὄχι, ἄκουγε ἀκόμη τὰ βήματα στὸ διάδρομο καὶ τὴ φωνὴ τῆς μητέρας της ποὺ τὴ φώναζε. — Ἔρχομαι, ἀπάντησε σιγανά. Σηκώθηκε καὶ στάθηκε μπροστὰ στὸν καθρέφτη. Τὸ πρόσωπό της ἦταν χλωμό, τὰ μάτια της κουρασμένα. Ὅμως ἔπρεπε νὰ φανεῖ δυνατή. — [48, 1897, 333, 1952]
lecturer-name: ΤΟΥ κ. Α. ΘΕΟΧΑΡΗ — [1433, 1417, 1540, 1429]
crossword-cell — [692, 1290, 714, 1312]
paragraph-closing: Ι ΣΤΟΡΙΚΕ κυκλοφορεῖ ἡ Μακεδονία ποὺ ὁρίζεται ἡ Ἀμφίπολις τῆς εἰς τὰς κοιλάδας. Ἐκεῖ ἔζησαν οἱ πρόγονοι καὶ ἐκεῖ ἄφησαν τὰ μνημεῖα τῶν μεγάλων ἐποχῶν. — [48, 943, 398, 976]
singer-head: Χορωδία ἀγγέλων — [1435, 968, 1538, 980]
leader-dots — [474, 1039, 575, 1047]
serial-author: ΤΟΥ ΙΤΑΛΟΥ ΣΥΓΓΡΑΦΕΩΣ ΝΙΝΟ ΤΕΚΑΤΣΙΝΙ — [258, 1777, 521, 1789]
crossword-cell — [801, 1312, 823, 1333]
taxi-head: ΤΗΛΕΦΩΝΑ ΤΑΞΙ — [419, 990, 602, 1005]
suburb-list — [1030, 1369, 1222, 1597]
second-run-head: Β΄ προβολῆς — [1090, 871, 1162, 883]
poem-title: ΠΟΝΟΣ — [489, 325, 533, 336]
theatre-item: ΣΤΡΑΤΙΩΤΙΚΟΝ τηλ. 80—826. Ἐπιθεώρησις «Γέλιο καὶ Τραγούδι». Ὥρα 8.30 μ.μ. — [1030, 245, 1222, 278]
cinema-list — [1030, 312, 1222, 870]
serial-portrait-right — [654, 1713, 723, 1798]
cinema-item: ΟΛΥΜΠΙΟΝ τηλ. 71-077: «Ἡ πόλη τῶν ἐγκλημάτων» — [1030, 732, 1222, 754]
crossword-black-cell — [670, 1355, 692, 1377]
saint: Γρηγορίου Νεοκαισαρείας, Γενναδίου — [436, 163, 585, 172]
